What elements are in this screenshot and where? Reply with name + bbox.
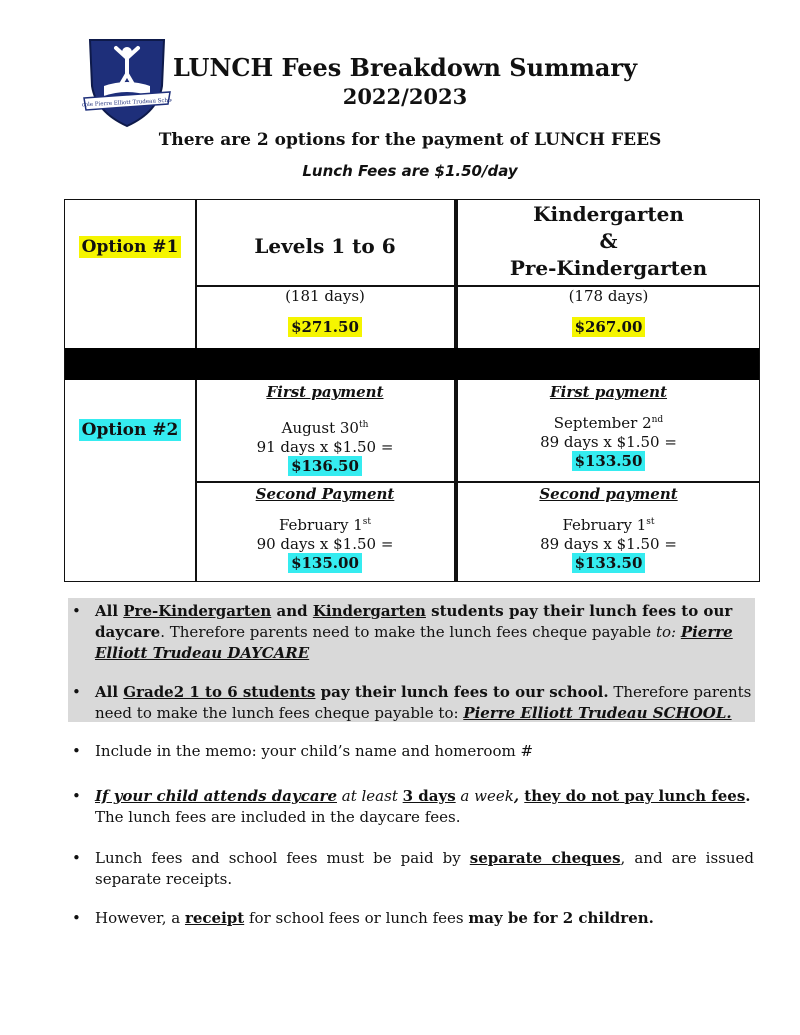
- col1-price: $271.50: [288, 317, 362, 337]
- bullet-separate-cheques: • Lunch fees and school fees must be paid by separate cheques, and are issued separate receipts.: [72, 849, 754, 888]
- rate-line: Lunch Fees are $1.50/day: [302, 162, 518, 180]
- bullet-icon: •: [72, 787, 81, 805]
- bullet-daycare-attendance: • If your child attends daycare at least 3 days a week, they do not pay lunch fees. The lunch fees are included in the daycare fees.: [72, 787, 751, 826]
- school-logo: [82, 34, 172, 130]
- bullet-icon: •: [72, 683, 81, 701]
- col1-header: Levels 1 to 6: [254, 234, 396, 258]
- bullet-icon: •: [72, 849, 81, 867]
- option2-label-cell: [65, 420, 195, 440]
- options-intro: There are 2 options for the payment of LUNCH FEES: [158, 130, 662, 150]
- separator-bar: [65, 348, 759, 380]
- col2-price-cell: [458, 318, 759, 336]
- fees-table: [64, 199, 760, 582]
- logo-text: École Pierre Elliott Trudeau School: [82, 97, 172, 109]
- col1-first-amount: $136.50: [288, 456, 362, 476]
- col1-price-cell: [196, 318, 454, 336]
- bullet-icon: •: [72, 742, 81, 760]
- col1-second-amount: $135.00: [288, 553, 362, 573]
- col1-second-payment: Second Payment February 1st 90 days x $1.50 = $135.00: [255, 485, 395, 572]
- bullet-icon: •: [72, 909, 81, 927]
- col2-header: Kindergarten & Pre-Kindergarten: [509, 202, 708, 280]
- col2-first-payment: First payment September 2nd 89 days x $1.50 = $133.50: [540, 383, 677, 470]
- option1-label: Option #1: [79, 236, 182, 258]
- table-rule: [195, 481, 759, 483]
- bullet-icon: •: [72, 602, 81, 620]
- col2-days: (178 days): [568, 287, 649, 305]
- option1-label-cell: [65, 237, 195, 257]
- school-year: 2022/2023: [342, 84, 468, 109]
- col1-days: (181 days): [285, 287, 365, 305]
- col2-second-amount: $133.50: [572, 553, 646, 573]
- page-title: LUNCH Fees Breakdown Summary: [172, 53, 638, 82]
- option2-label: Option #2: [79, 419, 182, 441]
- bullet-memo: • Include in the memo: your child’s name and homeroom #: [72, 742, 534, 760]
- bullet-school-payment: • All Grade2 1 to 6 students pay their lunch fees to our school. Therefore parents need to make the lunch fees cheque payable to: Pierre Elliott Trudeau SCHOOL.: [72, 683, 752, 722]
- bullet-daycare-payment: • All Pre-Kindergarten and Kindergarten students pay their lunch fees to our daycare. Therefore parents need to make the lunch fees cheque payable to: Pierre Elliott Trudeau DAYCARE: [72, 602, 733, 662]
- bullet-receipt: • However, a receipt for school fees or lunch fees may be for 2 children.: [72, 909, 654, 927]
- col2-second-payment: Second payment February 1st 89 days x $1.50 = $133.50: [539, 485, 678, 572]
- col2-first-amount: $133.50: [572, 451, 646, 471]
- col2-price: $267.00: [572, 317, 646, 337]
- col1-first-payment: First payment August 30th 91 days x $1.50 = $136.50: [256, 383, 394, 475]
